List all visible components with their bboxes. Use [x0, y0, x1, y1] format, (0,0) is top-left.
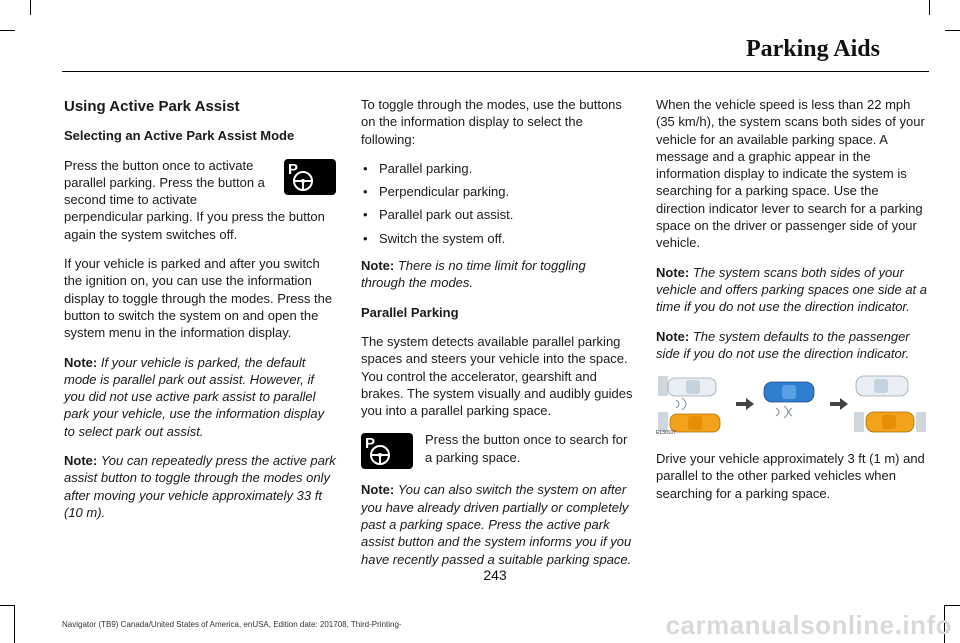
subsection-heading: Parallel Parking — [361, 304, 459, 320]
parking-illustration — [656, 374, 926, 434]
crop-mark — [0, 30, 15, 31]
paragraph — [64, 157, 336, 243]
paragraph: If your vehicle is parked and after you switch the ignition on, you can use the information display to toggle through the modes. Press the button to switch the system on and open the system menu in the information display. — [64, 256, 333, 341]
frame-parked — [854, 376, 926, 432]
list-item: • Parallel parking. — [361, 160, 633, 177]
note-label: Note: — [361, 482, 395, 498]
note-label: Note: — [656, 328, 690, 344]
active-park-assist-icon — [284, 159, 336, 195]
note-text: There is no time limit for toggling through the modes. — [361, 258, 586, 291]
paragraph: When the vehicle speed is less than 22 mph (35 km/h), the system scans both sides of your vehicle for an available parking space. A message and a graphic appear in the information display to indicate the system is searching for a parking space. Use the direction indicator lever to search for a parking space on the driver or passenger side of your vehicle. — [656, 97, 925, 251]
watermark: carmanualsonline.info — [665, 610, 952, 640]
subsection-heading: Selecting an Active Park Assist Mode — [64, 128, 295, 144]
note — [361, 257, 633, 292]
paragraph: Drive your vehicle approximately 3 ft (1 m) and parallel to the other parked vehicles when searching for a parking space. — [656, 451, 925, 501]
figure-id: E130107 — [656, 429, 677, 436]
active-park-assist-icon — [361, 433, 413, 469]
frame-detect — [764, 382, 814, 418]
parking-scan-graphic — [656, 374, 926, 434]
crop-mark — [945, 605, 960, 606]
note-label: Note: — [656, 264, 690, 280]
crop-mark — [14, 605, 15, 643]
crop-mark — [0, 605, 14, 606]
icon-instruction — [361, 431, 633, 469]
note-label: Note: — [361, 258, 395, 274]
edition-footer: Navigator (TB9) Canada/United States of America, enUSA, Edition date: 201708, Third-Printing- — [62, 620, 402, 629]
arrow-icon — [736, 398, 754, 410]
left-column — [64, 96, 336, 533]
middle-column — [361, 96, 633, 580]
arrow-icon — [830, 398, 848, 410]
note-text: You can also switch the system on after you have already driven partially or completely past a parking space. Press the active park assist button and the system informs you if you have recently passed a suitable parking space. — [361, 482, 632, 567]
section-heading: Using Active Park Assist — [64, 98, 240, 115]
note — [64, 354, 336, 440]
list-item: • Parallel park out assist. — [361, 206, 633, 223]
mode-list — [361, 160, 633, 247]
note — [361, 481, 633, 567]
note-text: You can repeatedly press the active park assist button to toggle through the modes only after moving your vehicle approximately 33 ft (10 m). — [64, 453, 336, 520]
note — [656, 264, 928, 316]
note — [656, 328, 928, 363]
svg-text:P: P — [288, 160, 299, 178]
list-item: • Perpendicular parking. — [361, 183, 633, 200]
paragraph: The system detects available parallel parking spaces and steers your vehicle into the space. You control the accelerator, gearshift and brakes. The system visually and audibly guides you into a parallel parking space. — [361, 333, 633, 419]
header-divider — [62, 71, 929, 72]
list-item: • Switch the system off. — [361, 230, 633, 247]
note-label: Note: — [64, 354, 98, 370]
note-text: If your vehicle is parked, the default mode is parallel park out assist. However, if you did not use active park assist to parallel park your vehicle, use the information display to select park out assist. — [64, 354, 325, 439]
page-number: 243 — [483, 567, 507, 583]
svg-text:P: P — [365, 435, 376, 453]
crop-mark — [30, 0, 31, 15]
note-text: The system scans both sides of your vehicle and offers parking spaces one side at a time if you do not use the direction indicator. — [656, 264, 928, 315]
frame-search — [658, 376, 720, 432]
note-label: Note: — [64, 453, 98, 469]
note — [64, 452, 336, 521]
paragraph: To toggle through the modes, use the buttons on the information display to select the following: — [361, 97, 622, 147]
crop-mark — [929, 0, 930, 15]
paragraph-text: Press the button once to activate parallel parking. Press the button a second time to activate perpendicular parking. If you press the button again the system switches off. — [64, 157, 325, 242]
paragraph-text: Press the button once to search for a parking space. — [425, 432, 628, 465]
note-text: The system defaults to the passenger side if you do not use the direction indicator. — [656, 328, 910, 361]
right-column — [656, 96, 928, 514]
crop-mark — [945, 30, 960, 31]
page-title: Parking Aids — [745, 36, 880, 62]
